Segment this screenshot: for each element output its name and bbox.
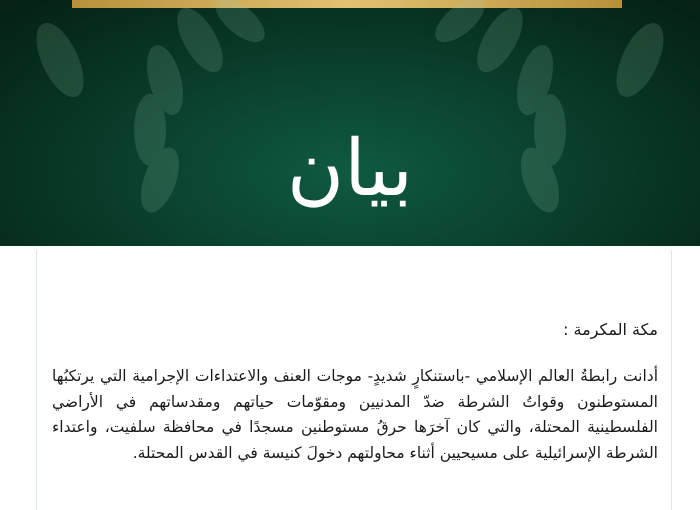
statement-paragraph: أدانت رابطةُ العالم الإسلامي -باستنكارٍ شديدٍ- موجات العنف والاعتداءات الإجرامية التي يرتكبُها المستوطنون وقواتُ الشرطة ضدّ المدنيين ومقوّمات حياتهم ومقدساتهم في الأراضي الفلسطينية المحتلة، والتي كان آخرَها حرقُ مستوطنين مسجدًا في محافظة سلفيت، واعتداء الشرطة الإسرائيلية على مسيحيين أثناء محاولتهم دخولَ كنيسة في القدس المحتلة. [52, 367, 658, 462]
dateline-location: مكة المكرمة : [563, 320, 658, 339]
page-title: بيان [286, 124, 414, 214]
statement-content [52, 318, 658, 466]
header-banner [0, 0, 700, 246]
